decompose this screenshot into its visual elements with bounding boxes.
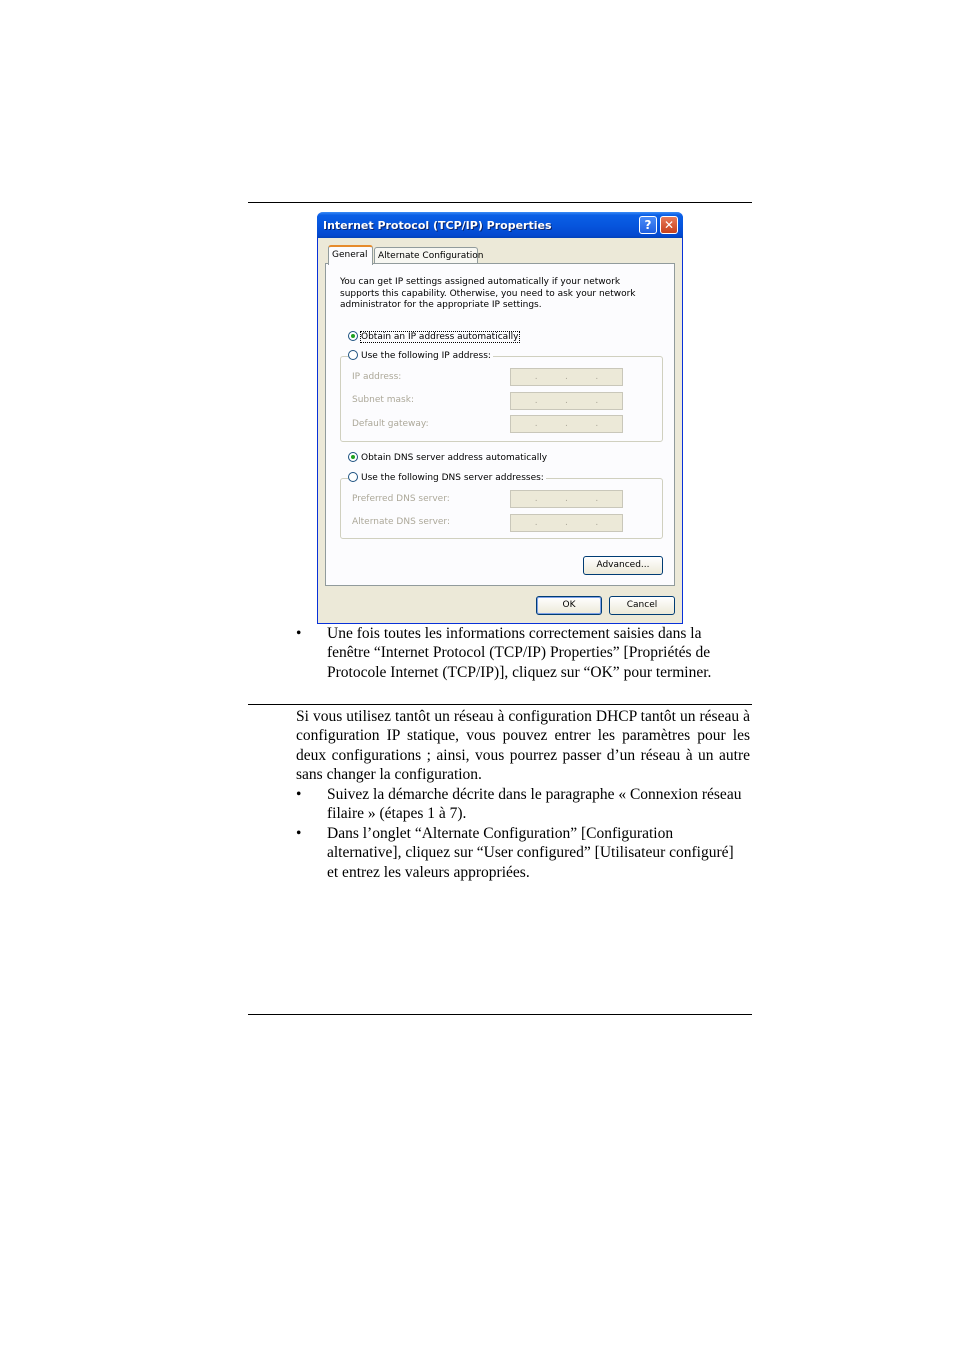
bullet-alternate-config: Dans l’onglet “Alternate Configuration” [Configuration alternative], cliquez sur “User configured” [Utilisateur configuré] et entrez les valeurs appropriées.: [327, 825, 734, 881]
ip-address-input[interactable]: . . .: [510, 368, 623, 386]
radio-selected-icon: [348, 331, 358, 341]
bullet-marker: •: [296, 786, 302, 803]
general-tab-panel: [325, 263, 675, 586]
radio-unselected-icon: [348, 350, 358, 360]
bullet-marker: •: [296, 625, 302, 642]
description-text: You can get IP settings assigned automatically if your network supports this capability. Otherwise, you need to ask your network administrator for the appropriate IP settings.: [340, 277, 636, 310]
subnet-mask-input[interactable]: . . .: [510, 392, 623, 410]
use-following-ip-label: Use the following IP address:: [361, 351, 491, 361]
obtain-ip-auto-label: Obtain an IP address automatically: [361, 332, 519, 342]
tcpip-properties-dialog: [317, 212, 683, 624]
preferred-dns-input[interactable]: . . .: [510, 490, 623, 508]
tab-alternate-configuration[interactable]: Alternate Configuration: [374, 247, 478, 265]
ip-address-label: IP address:: [352, 372, 402, 382]
obtain-dns-auto-radio[interactable]: [348, 452, 547, 463]
alternate-dns-input[interactable]: . . .: [510, 514, 623, 532]
use-following-dns-label: Use the following DNS server addresses:: [361, 473, 544, 483]
subnet-mask-label: Subnet mask:: [352, 395, 414, 405]
use-following-dns-radio[interactable]: [348, 472, 546, 483]
close-icon[interactable]: ✕: [660, 216, 678, 234]
use-following-ip-radio[interactable]: [348, 350, 493, 361]
bullet-ok-instruction: Une fois toutes les informations correctement saisies dans la fenêtre “Internet Protocol (TCP/IP) Properties” [Propriétés de Protocole Internet (TCP/IP)], cliquez sur “OK” pour terminer.: [327, 625, 712, 681]
tab-general[interactable]: General: [328, 245, 373, 265]
bullet-follow-steps: Suivez la démarche décrite dans le paragraphe « Connexion réseau filaire » (étapes 1 à 7).: [327, 786, 742, 823]
obtain-ip-auto-radio[interactable]: [348, 331, 519, 342]
section-rule: [248, 704, 752, 705]
default-gateway-label: Default gateway:: [352, 419, 429, 429]
alternate-dns-label: Alternate DNS server:: [352, 517, 451, 527]
cancel-button[interactable]: Cancel: [609, 596, 675, 615]
top-rule: [248, 202, 752, 203]
bullet-marker: •: [296, 825, 302, 842]
radio-unselected-icon: [348, 472, 358, 482]
radio-selected-icon: [348, 452, 358, 462]
ok-button[interactable]: OK: [536, 596, 602, 615]
dhcp-static-paragraph: Si vous utilisez tantôt un réseau à configuration DHCP tantôt un réseau à configuration IP statique, vous pouvez entrer les paramètres pour les deux configurations ; ainsi, vous pourrez passer d’un réseau à un autre sans changer la configuration.: [296, 708, 750, 783]
default-gateway-input[interactable]: . . .: [510, 415, 623, 433]
advanced-button[interactable]: Advanced...: [583, 556, 663, 575]
preferred-dns-label: Preferred DNS server:: [352, 494, 450, 504]
dialog-title-bar[interactable]: [317, 212, 683, 238]
bottom-rule: [248, 1014, 752, 1015]
obtain-dns-auto-label: Obtain DNS server address automatically: [361, 453, 548, 463]
dialog-title: Internet Protocol (TCP/IP) Properties: [323, 219, 552, 232]
help-icon[interactable]: ?: [639, 216, 657, 234]
